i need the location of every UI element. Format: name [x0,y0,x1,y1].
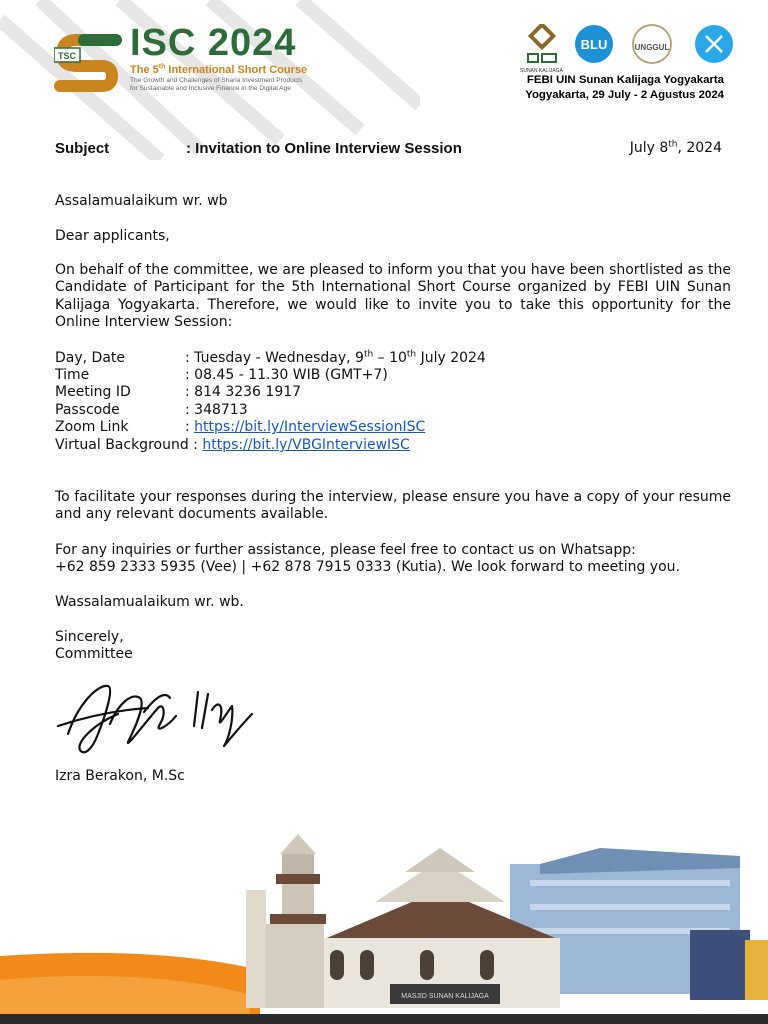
subject-value: : Invitation to Online Interview Session [186,140,462,157]
signer-name: Izra Berakon, M.Sc [55,768,185,784]
detail-passcode: Passcode : 348713 [55,402,248,418]
blue-emblem-icon [695,25,733,63]
subject-label: Subject [55,140,110,157]
minaret-icon [246,834,326,1008]
uin-caption: SUNAN KALIJAGA [520,68,563,74]
event-location-dates: Yogyakarta, 29 July - 2 Agustus 2024 [525,89,724,101]
institution-name: FEBI UIN Sunan Kalijaga Yogyakarta [526,74,724,86]
closing-sincerely: Sincerely, [55,629,124,645]
letter-date: July 8th, 2024 [629,139,722,156]
uin-logo-icon [528,24,556,62]
greeting: Assalamualaikum wr. wb [55,193,228,209]
closing-greeting: Wassalamualaikum wr. wb. [55,594,244,610]
detail-meeting-id: Meeting ID : 814 3236 1917 [55,384,302,400]
contact-line-1: For any inquiries or further assistance, please feel free to contact us on Whatsapp: [55,542,636,558]
handwritten-signature [48,664,268,764]
event-title: ISC 2024 [130,22,297,64]
salutation: Dear applicants, [55,228,170,244]
event-subtitle: The 5th International Short Course [130,63,308,76]
event-tagline: The Growth and Challenges of Sharia Investment Products for Sustainable and Inclusive Finance in the Digital Age [130,77,303,92]
body-paragraph-invitation: On behalf of the committee, we are pleased to inform you that you have been shortlisted as the Candidate of Participant for the 5th International Short Course organized by FEBI UIN Sunan Kalijaga Yogyakarta. Therefore, we would like to invite you to take this opportunity for the Online Interview Session: [55,262,731,331]
svg-text:UNGGUL: UNGGUL [634,43,670,52]
mosque-sign-text: MASJID SUNAN KALIJAGA [401,993,489,1000]
body-paragraph-preparation: To facilitate your responses during the interview, please ensure you have a copy of your resume and any relevant documents available. [55,489,731,523]
detail-time: Time : 08.45 - 11.30 WIB (GMT+7) [55,367,388,383]
detail-zoom-link: Zoom Link : https://bit.ly/InterviewSessionISC [55,419,426,435]
virtual-background-link[interactable]: https://bit.ly/VBGInterviewISC [202,437,410,453]
detail-day-date: Day, Date : Tuesday - Wednesday, 9th – 10th July 2024 [55,349,486,366]
closing-committee: Committee [55,646,133,662]
svg-text:BLU: BLU [580,37,608,52]
zoom-link[interactable]: https://bit.ly/InterviewSessionISC [194,419,426,435]
contact-line-2: +62 859 2333 5935 (Vee) | +62 878 7915 0333 (Kutia). We look forward to meeting you. [55,559,680,575]
isc-logo-icon [54,28,128,98]
unggul-accreditation-icon [633,25,671,63]
blu-badge-icon [575,25,613,63]
logo-small-text: TSC [58,51,76,61]
detail-virtual-background: Virtual Background : https://bit.ly/VBGInterviewISC [55,437,410,453]
footer-campus-illustration [0,820,768,1024]
